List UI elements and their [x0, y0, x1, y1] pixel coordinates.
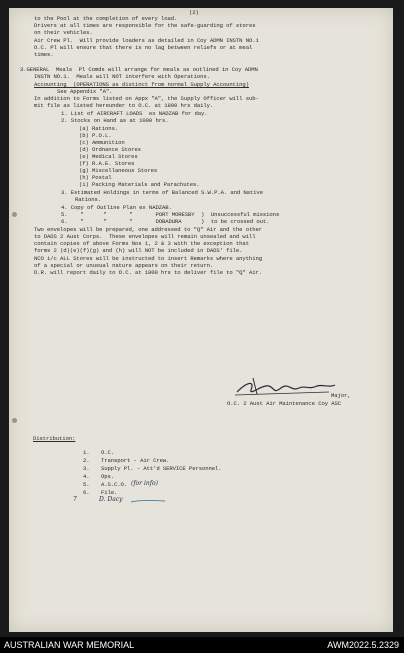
distribution-item: O.C. [101, 449, 115, 456]
text-line: In addition to Forms listed on Appx "A", the Supply Officer will sub- [34, 95, 259, 102]
distribution-item: Transport - Air Crew. [101, 457, 170, 464]
text-line: Air Crew Pl. Will provide loaders as detailed in Coy ADMN INSTN NO.1 [34, 37, 259, 44]
list-item: Rations. [75, 196, 102, 203]
distribution-num: 5. [83, 481, 90, 488]
handwritten-signature [233, 376, 353, 398]
list-item: 5. " " " PORT MORESBY ) Unsuccessful missions [61, 211, 280, 218]
archive-footer [0, 637, 404, 653]
text-line: Two envelopes will be prepared, one addressed to "Q" Air and the other [34, 226, 262, 233]
distribution-num: 1. [83, 449, 90, 456]
archive-name: AUSTRALIAN WAR MEMORIAL [4, 640, 135, 650]
archive-reference: AWM2022.5.2329 [327, 640, 399, 650]
list-item: 1. List of AIRCRAFT LOADS ex NADZAB for day. [61, 110, 208, 117]
list-item: (i) Packing Materials and Parachutes. [79, 181, 200, 188]
pencil-mark [129, 498, 169, 504]
list-item: (b) P.O.L. [79, 132, 112, 139]
list-item: (f) R.A.E. Stores [79, 160, 135, 167]
distribution-num: 2. [83, 457, 90, 464]
text-line: Drivers at all times are responsible for the safe-guarding of stores [34, 22, 256, 29]
text-line: INSTN NO.1. Meals will NOT interfere with Operations. [34, 73, 210, 80]
text-line: forms 2 (d)(e)(f)(g) and (h) will NOT be included in DADS' file. [34, 247, 243, 254]
list-item: (e) Medical Stores [79, 153, 138, 160]
text-line: Accounting (OPERATIONS as distinct from normal Supply Accounting) [34, 81, 249, 88]
list-item: (c) Ammunition [79, 139, 125, 146]
list-item: (g) Miscellaneous Stores [79, 167, 158, 174]
distribution-item: File. [101, 489, 118, 496]
handwritten-note: D. Dacy [99, 496, 123, 503]
section-heading: 3.GENERAL Meals Pl Comds will arrange for meals as outlined in Coy ADMN [20, 66, 258, 73]
signature-rank: Major, [331, 392, 351, 399]
text-line: NCO i/c ALL Stores will be instructed to insert Remarks where anything [34, 255, 262, 262]
text-line: contain copies of above Forms Nos 1, 2 & 3 with the exception that [34, 240, 249, 247]
distribution-item: Ops. [101, 473, 115, 480]
list-item: 4. Copy of Outline Plan ex NADZAB. [61, 204, 172, 211]
handwritten-number: 7 [73, 496, 77, 503]
handwritten-note: (for info) [131, 480, 158, 487]
text-line: O.C. Pl will ensure that there is no lag between reliefs or at meal [34, 44, 253, 51]
text-line: to DADS 2 Aust Corps. These envelopes will remain unsealed and will [34, 233, 256, 240]
list-item: (h) Postal [79, 174, 112, 181]
page-number: (2) [189, 9, 199, 16]
text-line: on their vehicles. [34, 29, 93, 36]
text-line: to the Pool at the completion of every load. [34, 15, 178, 22]
signature-title: O.C. 2 Aust Air Maintenance Coy ASC [227, 400, 341, 407]
list-item: (d) Ordnance Stores [79, 146, 141, 153]
typed-text [9, 8, 393, 632]
text-line: See Appendix "A". [57, 88, 113, 95]
distribution-heading: Distribution: [33, 435, 76, 442]
list-item: (a) Rations. [79, 125, 119, 132]
text-line: times. [34, 51, 54, 58]
distribution-num: 3. [83, 465, 90, 472]
document-page [9, 8, 393, 632]
list-item: 2. Stocks on Hand as at 1000 hrs. [61, 117, 169, 124]
distribution-num: 4. [83, 473, 90, 480]
list-item: 3. Estimated Holdings in terms of Balanced S.W.P.A. and Native [61, 189, 263, 196]
text-line: of a special or unusual nature appears on their return. [34, 262, 214, 269]
text-line: mit file as listed hereunder to O.C. at 1800 hrs daily. [34, 102, 214, 109]
text-line: D.R. will report daily to O.C. at 1800 hrs to deliver file to "Q" Air. [34, 269, 262, 276]
distribution-item: A.S.C.O. [101, 481, 128, 488]
distribution-num: 6. [83, 489, 90, 496]
list-item: 6. " " " DOBADURA ) to be crossed out. [61, 218, 270, 225]
distribution-item: Supply Pl. - Att'd SERVICE Personnel. [101, 465, 222, 472]
